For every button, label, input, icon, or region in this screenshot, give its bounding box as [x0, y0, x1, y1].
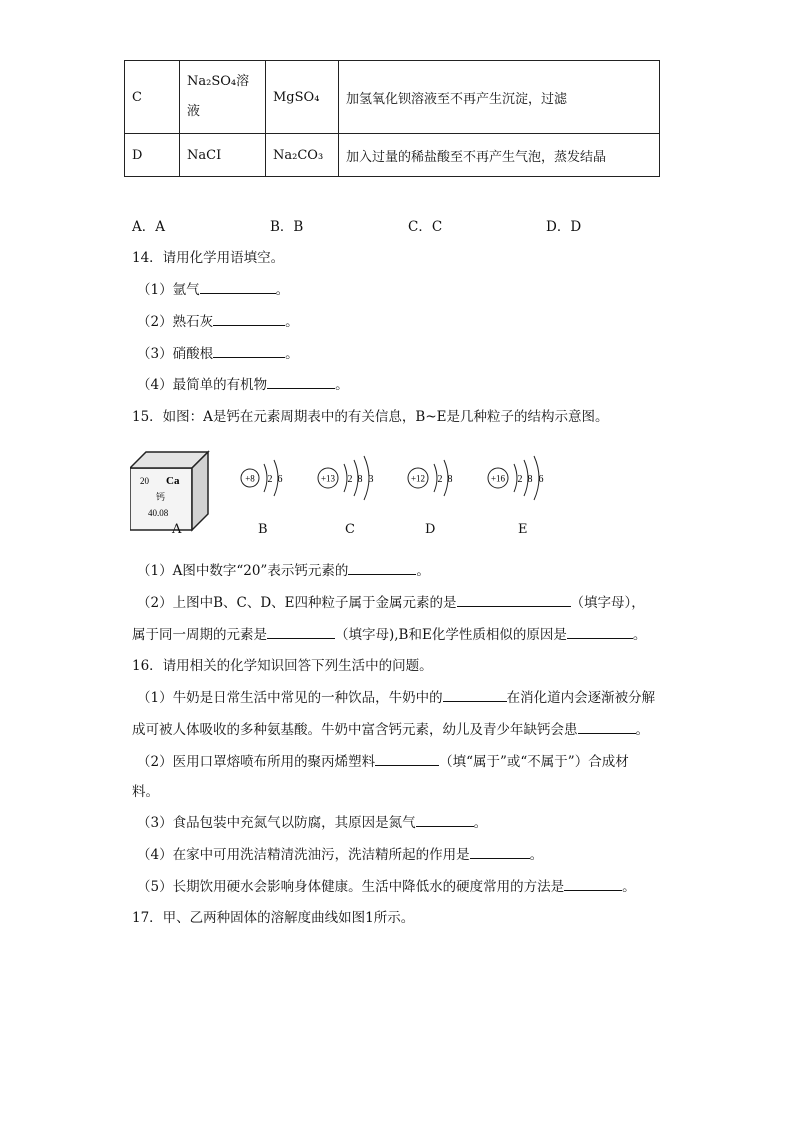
element-symbol: Ca: [166, 475, 180, 487]
shell-count: 8: [527, 474, 533, 485]
q16-line-6: [137, 843, 543, 863]
impurity-cell: Na₂CO₃: [266, 134, 339, 177]
q14-item-1: [137, 278, 289, 298]
caption-a: A: [172, 522, 182, 537]
item-end: 。: [285, 314, 299, 330]
part-text: （1）A图中数字“20”表示钙元素的: [137, 563, 349, 579]
item-text: （1）氩气: [137, 282, 200, 298]
atom-e: [488, 456, 544, 500]
table-row: [125, 61, 660, 134]
substance-line-1: Na₂SO₄溶: [187, 74, 250, 89]
answer-blank[interactable]: [416, 812, 474, 827]
q15-part-1: [137, 559, 430, 579]
caption-b: B: [258, 522, 268, 537]
part-end: 。: [632, 627, 647, 643]
q16-line-1: [137, 686, 655, 706]
line-text: （4）在家中可用洗洁精清洗油污，洗洁精所起的作用是: [137, 847, 470, 863]
row-label: D: [125, 134, 180, 177]
q16-line-3: [137, 750, 629, 770]
q16-line-4: 料。: [132, 784, 159, 800]
answer-blank[interactable]: [443, 687, 507, 702]
atomic-number: 20: [140, 476, 149, 486]
option-d: D．D: [546, 219, 582, 235]
q16-stem: 16．请用相关的化学知识回答下列生活中的问题。: [132, 658, 433, 674]
q16-line-7: [137, 875, 636, 895]
atom-c: [318, 456, 374, 500]
answer-blank[interactable]: [564, 876, 622, 891]
item-text: （3）硝酸根: [137, 346, 214, 362]
nucleus-charge: +16: [490, 473, 506, 484]
nucleus-charge: +12: [410, 473, 426, 484]
shell-count: 2: [517, 474, 523, 485]
answer-blank[interactable]: [348, 560, 416, 575]
q17-stem: 17．甲、乙两种固体的溶解度曲线如图1所示。: [132, 910, 415, 926]
line-end: 。: [622, 879, 636, 895]
substance-line-2: 液: [187, 104, 201, 119]
impurity-cell: MgSO₄: [266, 61, 339, 134]
answer-blank[interactable]: [457, 592, 571, 607]
part-end: 。: [416, 563, 430, 579]
option-c: C．C: [408, 219, 443, 235]
substance-cell: NaCI: [180, 134, 266, 177]
answer-blank[interactable]: [375, 751, 439, 766]
shell-count: 8: [357, 474, 363, 485]
shell-count: 8: [447, 474, 453, 485]
element-name: 钙: [156, 492, 166, 502]
line-text: （填“属于”或“不属于”）合成材: [439, 754, 629, 770]
item-end: 。: [285, 346, 299, 362]
shell-count: 3: [368, 474, 374, 485]
q15-part-2: [137, 591, 645, 611]
periodic-element-box: [130, 452, 208, 530]
line-end: 。: [635, 722, 649, 738]
item-text: （2）熟石灰: [137, 314, 214, 330]
shell-count: 6: [538, 474, 544, 485]
line-text: （3）食品包装中充氮气以防腐，其原因是氮气: [137, 815, 416, 831]
nucleus-charge: +13: [320, 473, 336, 484]
atom-b: [241, 460, 283, 496]
q15-part-2-cont: [132, 623, 646, 643]
answer-blank[interactable]: [567, 624, 633, 639]
answer-blank[interactable]: [267, 624, 335, 639]
part-text: （填字母),B和E化学性质相似的原因是: [335, 627, 567, 643]
item-end: 。: [335, 377, 349, 393]
shell-count: 2: [347, 474, 353, 485]
atom-d: [408, 460, 453, 496]
shell-count: 6: [277, 474, 283, 485]
line-end: 。: [529, 847, 544, 863]
substance-cell: [180, 61, 266, 134]
line-text: 在消化道内会逐渐被分解: [506, 690, 656, 706]
q14-stem: 14．请用化学用语填空。: [132, 250, 285, 266]
caption-e: E: [518, 522, 528, 537]
q16-line-5: [137, 811, 487, 831]
option-a: A．A: [132, 219, 165, 235]
part-text: （2）上图中B、C、D、E四种粒子属于金属元素的是: [137, 595, 457, 611]
separation-table: [124, 60, 660, 177]
nucleus-charge: +8: [245, 473, 255, 484]
line-text: （2）医用口罩熔喷布所用的聚丙烯塑料: [137, 754, 376, 770]
q14-item-3: [137, 342, 299, 362]
caption-c: C: [345, 522, 355, 537]
q16-line-2: [132, 718, 649, 738]
line-end: 。: [473, 815, 488, 831]
part-text: 属于同一周期的元素是: [132, 627, 267, 643]
answer-blank[interactable]: [470, 844, 530, 859]
item-text: （4）最简单的有机物: [137, 377, 268, 393]
item-end: 。: [275, 282, 290, 298]
line-text: 成可被人体吸收的多种氨基酸。牛奶中富含钙元素，幼儿及青少年缺钙会患: [132, 722, 578, 738]
option-b: B．B: [270, 219, 304, 235]
row-label: C: [125, 61, 180, 134]
answer-blank[interactable]: [213, 343, 285, 358]
answer-blank[interactable]: [578, 719, 636, 734]
q14-item-4: [137, 373, 349, 393]
part-end: （填字母），: [570, 595, 645, 611]
table-row: [125, 134, 660, 177]
q14-item-2: [137, 310, 299, 330]
atomic-mass: 40.08: [148, 508, 169, 518]
shell-count: 2: [437, 474, 443, 485]
method-cell: 加氢氧化钡溶液至不再产生沉淀，过滤: [339, 61, 660, 134]
answer-blank[interactable]: [213, 311, 285, 326]
answer-blank[interactable]: [200, 279, 276, 294]
q15-stem: 15．如图：A是钙在元素周期表中的有关信息，B~E是几种粒子的结构示意图。: [132, 409, 609, 425]
line-text: （1）牛奶是日常生活中常见的一种饮品，牛奶中的: [137, 690, 443, 706]
q13-options: [132, 215, 581, 235]
answer-blank[interactable]: [267, 374, 335, 389]
shell-count: 2: [267, 474, 273, 485]
caption-d: D: [425, 522, 436, 537]
method-cell: 加入过量的稀盐酸至不再产生气泡，蒸发结晶: [339, 134, 660, 177]
line-text: （5）长期饮用硬水会影响身体健康。生活中降低水的硬度常用的方法是: [137, 879, 565, 895]
